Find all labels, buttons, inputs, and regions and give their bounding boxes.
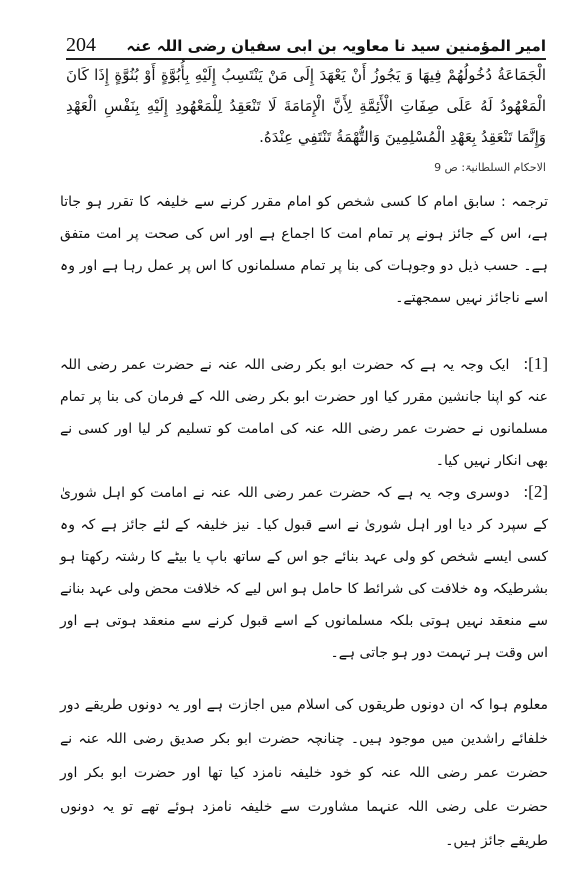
point-1-text: ایک وجہ یہ ہے کہ حضرت ابو بکر رضی اللہ عنہ نے حضرت عمر رضی اللہ عنہ کو اپنا جانشین مقرر کیا اور حضرت ابو بکر رضی اللہ کے فرمان کی بنا پر تمام مسلمانوں نے حضرت عمر رضی اللہ عنہ کی امامت کو تسلیم کر لیا اور کسی نے بھی انکار نہیں کیا۔ xyxy=(60,357,548,469)
page-header xyxy=(66,28,546,60)
point-1-paragraph xyxy=(60,348,548,477)
point-1-marker: [1]: xyxy=(523,354,548,373)
point-2-paragraph xyxy=(60,476,548,669)
point-2-marker: [2]: xyxy=(523,482,548,501)
arabic-quotation: الْجَمَاعَةُ دُخُولُهُمْ فِيهَا وَ يَجُوزُ أَنْ يَعْهَدَ إِلَى مَنْ يَنْتَسِبُ إِلَيْهِ بِأُبُوَّةٍ أَوْ بُنُوَّةٍ إِذَا كَانَ الْمَعْهُودُ لَهُ عَلَى صِفَاتِ الْأَئِمَّةِ لِأَنَّ الْإِمَامَةَ لَا تَنْعَقِدُ لِلْمَعْهُودِ إِلَيْهِ بِنَفْسِ الْعَهْدِ وَإِنَّمَا تَنْعَقِدُ بِعَهْدِ الْمُسْلِمِينَ وَالتُّهْمَةُ تَنْتَفِي عِنْدَهُ. xyxy=(66,66,546,146)
running-title: امیر المؤمنین سید نا معاویہ بن ابی سفیان رضی اللہ عنہ xyxy=(126,37,546,55)
conclusion-paragraph: معلوم ہوا کہ ان دونوں طریقوں کی اسلام میں اجازت ہے اور یہ دونوں طریقے دور خلفائے راشدین میں موجود ہیں۔ چنانچہ حضرت ابو بکر صدیق رضی اللہ عنہ نے حضرت عمر رضی اللہ عنہ کو خود خلیفہ نامزد کیا تھا اور حضرت ابو بکر اور حضرت علی رضی اللہ عنہما مشاورت سے خلیفہ نامزد ہوئے تھے تو یہ دونوں طریقے جائز ہیں۔ xyxy=(60,697,548,849)
translation-paragraph: ترجمہ : سابق امام کا کسی شخص کو امام مقرر کرنے سے خلیفہ کا تقرر ہو جاتا ہے، اس کے جائز ہونے پر تمام امت کا اجماع ہے اور اس کی صحت پر امت متفق ہے۔ حسب ذیل دو وجوہات کی بنا پر تمام مسلمانوں کا اس پر عمل رہا ہے اور وہ اسے ناجائز نہیں سمجھتے۔ xyxy=(60,194,548,306)
source-citation: الاحکام السلطانیۃ: ص 9 xyxy=(434,161,546,174)
point-2-text: دوسری وجہ یہ ہے کہ حضرت عمر رضی اللہ عنہ نے امامت کو اہل شوریٰ کے سپرد کر دیا اور اہل شوریٰ نے اسے قبول کیا۔ نیز خلیفہ کے لئے جائز ہے کہ وہ کسی ایسے شخص کو ولی عہد بنائے جو اس کے ساتھ باپ یا بیٹے کا رشتہ رکھتا ہو بشرطیکہ وہ خلافت کی شرائط کا حامل ہو اس لیے کہ خلافت محض ولی عہد بنانے سے منعقد نہیں ہوتی بلکہ مسلمانوں کے اسے قبول کرنے سے منعقد ہوتی ہے اور اس وقت ہر تہمت دور ہو جاتی ہے۔ xyxy=(60,485,548,661)
page-number: 204 xyxy=(66,34,96,56)
